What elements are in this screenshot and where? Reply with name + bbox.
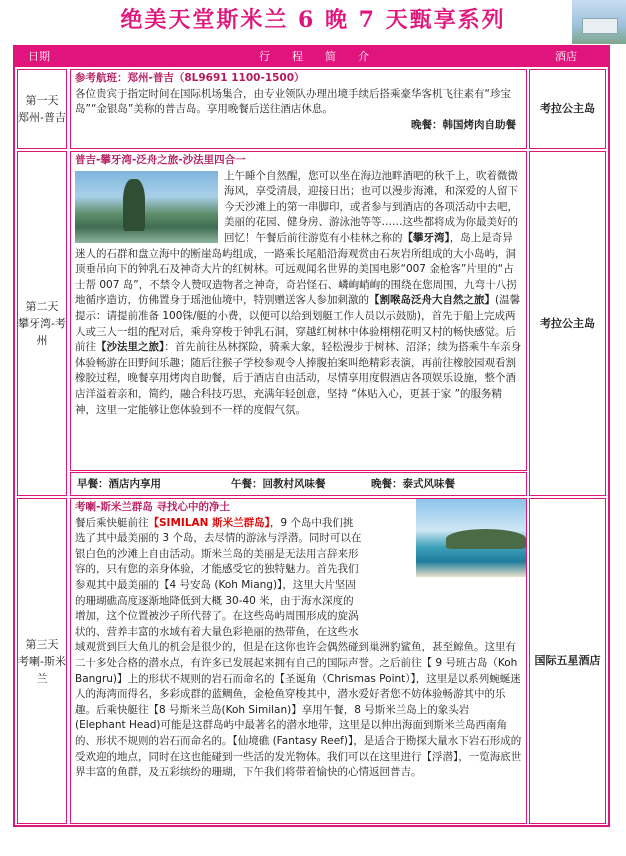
day2-route: 攀牙湾-考州 [18, 317, 66, 347]
header-date: 日期 [28, 50, 50, 63]
itinerary-table [13, 45, 610, 827]
day1-flight: 参考航班：郑州-普吉（8L9691 1100-1500） [75, 72, 305, 84]
day2-tag-safari: 【沙法里之旅】 [96, 341, 165, 354]
day3-p1b: ，9 个岛中我们挑选了其中最美丽的 3 个岛，去尽情的游泳与浮潜。同时可以在银白色的沙滩上自由活动。斯米兰岛的美丽是无法用言辞来形容的，只有您的亲身体验，才能感受它的独特魅力。首先我们参观其中最美丽的 [75, 516, 362, 591]
day2-dinner: 晚餐：泰式风味餐 [371, 478, 455, 490]
day2-content [70, 151, 527, 471]
day2-tag-canoe: 【割喉岛泛舟大自然之旅】 [369, 294, 495, 307]
day2-p4: ：首先前往丛林探险，骑乘大象，轻松漫步于树林、沼泽；续为搭乘牛车亲身体验畅游在田野间乐趣；随后往猴子学校参观令人捧腹拍案叫绝精彩表演，再前往橡胶园观看割橡胶过程，晚餐享用烤肉自助餐，后于酒店自由活动，尽情享用度假酒店各项娱乐设施，整个酒店洋溢着亲和，简约，融合科技巧思，充满年轻创意，坚持 “体贴入心，更甚于家 ”的服务精神，这里一定能够让您体验到不一样的度假气氛。 [75, 341, 522, 416]
day2-breakfast: 早餐：酒店内享用 [77, 478, 161, 490]
day3-tag-island4: 【4 号安岛 (Koh Miang)】 [159, 578, 283, 591]
day1-content [70, 69, 527, 149]
day3-tag-similan: 【SIMILAN 斯米兰群岛】 [148, 516, 270, 529]
day2-hotel: 考拉公主岛 [529, 151, 606, 496]
day2-p1: 上午睡个自然醒，您可以坐在海边池畔酒吧的秋千上，吹着微微海风，享受清晨，迎接日出；也可以漫步海滩，和深爱的人留下今天沙滩上的第一串脚印，或者参与到酒店的各项活动中去吧，美丽的花园、健身房、游泳池等等……这些都将成为你最美好的回忆！午餐后前往游览有小桂林之称的 [224, 169, 518, 244]
day2-meals [70, 472, 527, 496]
day2-tag-bay: 【攀牙湾】 [402, 231, 450, 244]
day2-heading: 普吉-攀牙湾-泛舟之旅-沙法里四合一 [75, 154, 246, 166]
day3-label [17, 498, 67, 824]
day1-label [17, 69, 67, 149]
day1-day: 第一天 [25, 94, 59, 107]
table-header [15, 47, 608, 67]
day2-p3: (温馨提示：请提前准备 100铢/艇的小费，以便可以给到划艇工作人员以示鼓励)，首先于船上完成两人或三人一组的配对后，乘舟穿梭于钟乳石洞，穿越红树林中体验栩栩花明又村的畅快感觉。后前往 [75, 294, 521, 354]
day2-label [17, 151, 67, 496]
day3-route: 考喇-斯米兰 [18, 654, 66, 685]
header-itinerary: 行 程 简 介 [259, 50, 369, 63]
day1-meal: 晚餐：韩国烤肉自助餐 [411, 118, 516, 131]
day1-hotel: 考拉公主岛 [529, 69, 606, 149]
day3-p2: ，这里大片坚固的珊瑚礁高度逐渐地降低到大概 30-40 米，由于海水深度的增加，这个位置被沙子所代替了。在这些岛屿周围形成的旋涡状的、营养丰富的水域有着大量色彩艳丽的热带鱼，在这些水域观赏到巨大鱼儿的机会是很少的，但是在这你也许会偶然碰到巢洲豹鲨鱼，甚至鲸鱼。这里有二十多处合格的潜水点，有许多已发展起来拥有自己的国际声誉。之后前往【 9 号班古岛（Koh Bangru)】上的形状不规则的岩石而命名的【圣诞角（Chrismas Point）】，这里是以系列蜿蜒迷人的海湾而得名，多彩成群的蓝鲷鱼，金枪鱼穿梭其中，潜水爱好者您不妨体验畅游其中的乐趣。后乘快艇往【8 号斯米兰岛(Koh Similan)】享用午餐，8 号斯米兰岛上的象头岩 (Elephant Head)可能是这群岛屿中最著名的潜水地带，这里是以伸出海面到斯米兰岛西南角的、形状不规则的岩石而命名的。【仙境礁 (Fantasy Reef)】，是适合于勘探大量水下岩石形成的受欢迎的地点，同时在这也能碰到一些活的发光物体。我们可以在这里进行【浮潜】，一览海底世界丰富的鱼群，及五彩缤纷的珊瑚，下午我们将带着愉快的心情返回普吉。 [75, 578, 522, 779]
phang-nga-bay-photo [75, 171, 218, 243]
page-title: 绝美天堂斯米兰 6 晚 7 天甄享系列 [120, 7, 506, 33]
day2-p2: ，岛上是奇异迷人的石群和盘立海中的断崖岛屿组成，一路乘长尾船沿海观赏由石灰岩所组成的大小岛屿，洞顶垂吊向下的钟乳石及神奇大片的红树林。可远观闻名世界的美国电影“007 金枪客”片里的“占士帮 007 岛”，不禁令人赞叹造物者之神奇，奇岩怪石、嶙峋峭峋的围绕在您周围，九弯十八拐地循序造访，仿佛置身于瑶池仙境中，特别赠送客人参加刺激的 [75, 231, 517, 307]
header-hotel: 酒店 [555, 50, 577, 63]
day3-heading: 考喇-斯米兰群岛 寻找心中的净土 [75, 501, 231, 513]
day3-p1a: 餐后乘快艇前往 [75, 516, 149, 529]
day1-route: 郑州-普吉 [18, 111, 66, 124]
hotel-thumbnail-image [572, 0, 626, 44]
day3-content [70, 498, 527, 824]
day1-desc: 各位贵宾于指定时间在国际机场集合，由专业领队办理出境手续后搭乘豪华客机飞往素有“珍宝岛”“金银岛”美称的普吉岛。享用晚餐后送往酒店休息。 [75, 87, 511, 116]
day3-day: 第三天 [25, 637, 59, 651]
day3-hotel: 国际五星酒店 [529, 498, 606, 824]
day2-lunch: 午餐：回教村风味餐 [231, 478, 326, 490]
day2-day: 第二天 [25, 300, 59, 313]
